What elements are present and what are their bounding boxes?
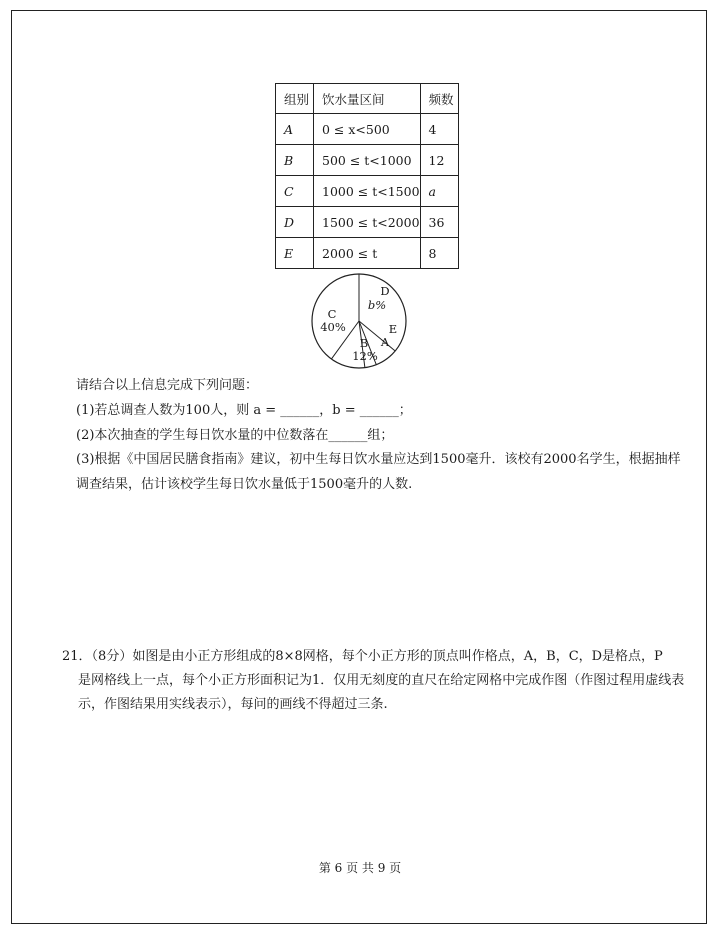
slice-label-e: E [388, 322, 398, 336]
table-row [276, 176, 459, 207]
problem-21-line-2: 是网格线上一点，每个小正方形面积记为1．仅用无刻度的直尺在给定网格中完成作图（作图过程用虚线表 [78, 673, 685, 688]
frequency-cell: 12 [420, 145, 458, 176]
range-cell: 1000 ≤ t<1500 [314, 176, 421, 207]
frequency-cell: 4 [420, 114, 458, 145]
slice-label-a: A [380, 335, 390, 349]
slice-label-b: B [359, 336, 369, 350]
group-cell: A [276, 114, 314, 145]
question-3-line-1: (3)根据《中国居民膳食指南》建议，初中生每日饮水量应达到1500毫升．该校有2000名学生，根据抽样 [76, 452, 681, 467]
range-cell: 1500 ≤ t<2000 [314, 207, 421, 238]
group-cell: D [276, 207, 314, 238]
slice-value-c: 40% [320, 320, 346, 334]
slice-value-d: b% [367, 298, 387, 312]
slice-label-d: D [380, 284, 390, 298]
table-row [276, 145, 459, 176]
frequency-table [275, 83, 459, 269]
frequency-cell: 36 [420, 207, 458, 238]
question-2: (2)本次抽查的学生每日饮水量的中位数落在______组； [76, 428, 394, 443]
group-cell: E [276, 238, 314, 269]
table-row [276, 207, 459, 238]
range-cell: 2000 ≤ t [314, 238, 421, 269]
frequency-cell: 8 [420, 238, 458, 269]
slice-value-b: 12% [352, 349, 378, 363]
pie-chart [306, 272, 412, 370]
header-frequency: 频数 [420, 84, 458, 114]
question-3-line-2: 调查结果，估计该校学生每日饮水量低于1500毫升的人数. [76, 477, 413, 492]
range-cell: 0 ≤ x<500 [314, 114, 421, 145]
questions-intro: 请结合以上信息完成下列问题： [76, 378, 259, 393]
table-header-row [276, 84, 459, 114]
page-footer: 第 6 页 共 9 页 [318, 861, 402, 875]
group-cell: C [276, 176, 314, 207]
frequency-cell: a [420, 176, 458, 207]
question-1: (1)若总调查人数为100人，则 a = ______，b = ______； [76, 403, 412, 418]
group-cell: B [276, 145, 314, 176]
table-row [276, 114, 459, 145]
slice-label-c: C [327, 307, 337, 321]
problem-21-line-3: 示，作图结果用实线表示），每问的画线不得超过三条. [78, 697, 388, 712]
header-range: 饮水量区间 [314, 84, 421, 114]
header-group: 组别 [276, 84, 314, 114]
table-row [276, 238, 459, 269]
problem-21-line-1: 21．（8分）如图是由小正方形组成的8×8网格，每个小正方形的顶点叫作格点，A，B，C，D是格点，P [62, 649, 663, 664]
range-cell: 500 ≤ t<1000 [314, 145, 421, 176]
